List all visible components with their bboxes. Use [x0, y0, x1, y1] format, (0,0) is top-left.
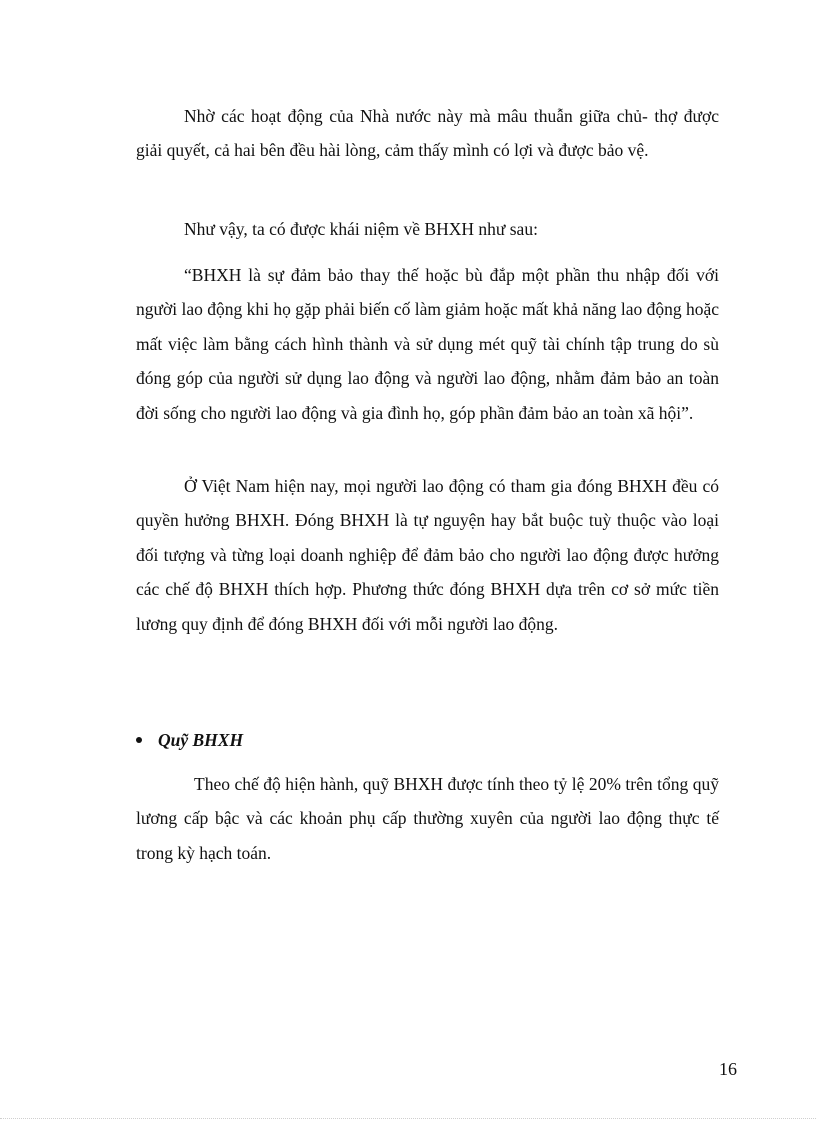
page-number: 16: [719, 1059, 737, 1079]
bullet-icon: [136, 737, 142, 743]
paragraph-fund-rate: Theo chế độ hiện hành, quỹ BHXH được tính theo tỷ lệ 20% trên tổng quỹ lương cấp bậc và các khoản phụ cấp thường xuyên của người lao động thực tế trong kỳ hạch toán.: [136, 774, 719, 863]
paragraph-bhxh-definition: “BHXH là sự đảm bảo thay thế hoặc bù đắp một phần thu nhập đối với người lao động khi họ gặp phải biến cố làm giảm hoặc mất khả năng lao động hoặc mất việc làm bằng cách hình thành và sử dụng mét quỹ tài chính tập trung do sù đóng góp của người sử dụng lao động và người lao động, nhằm đảm bảo an toàn đời sống cho người lao động và gia đình họ, góp phần đảm bảo an toàn xã hội”.: [136, 265, 719, 423]
paragraph-employer-worker-conflict: Nhờ các hoạt động của Nhà nước này mà mâu thuẫn giữa chủ- thợ được giải quyết, cả hai bên đều hài lòng, cảm thấy mình có lợi và được bảo vệ.: [136, 106, 719, 161]
section-heading-text: Quỹ BHXH: [158, 730, 244, 750]
page-bottom-divider: [0, 1118, 816, 1119]
paragraph-concept-intro: Như vậy, ta có được khái niệm về BHXH như sau:: [184, 219, 538, 239]
paragraph-vietnam-bhxh: Ở Việt Nam hiện nay, mọi người lao động có tham gia đóng BHXH đều có quyền hưởng BHXH. Đóng BHXH là tự nguyện hay bắt buộc tuỳ thuộc vào loại đối tượng và từng loại doanh nghiệp để đảm bảo cho người lao động được hưởng các chế độ BHXH thích hợp. Phương thức đóng BHXH dựa trên cơ sở mức tiền lương quy định để đóng BHXH đối với mỗi người lao động.: [136, 476, 719, 634]
section-heading-bhxh-fund: [136, 725, 243, 755]
